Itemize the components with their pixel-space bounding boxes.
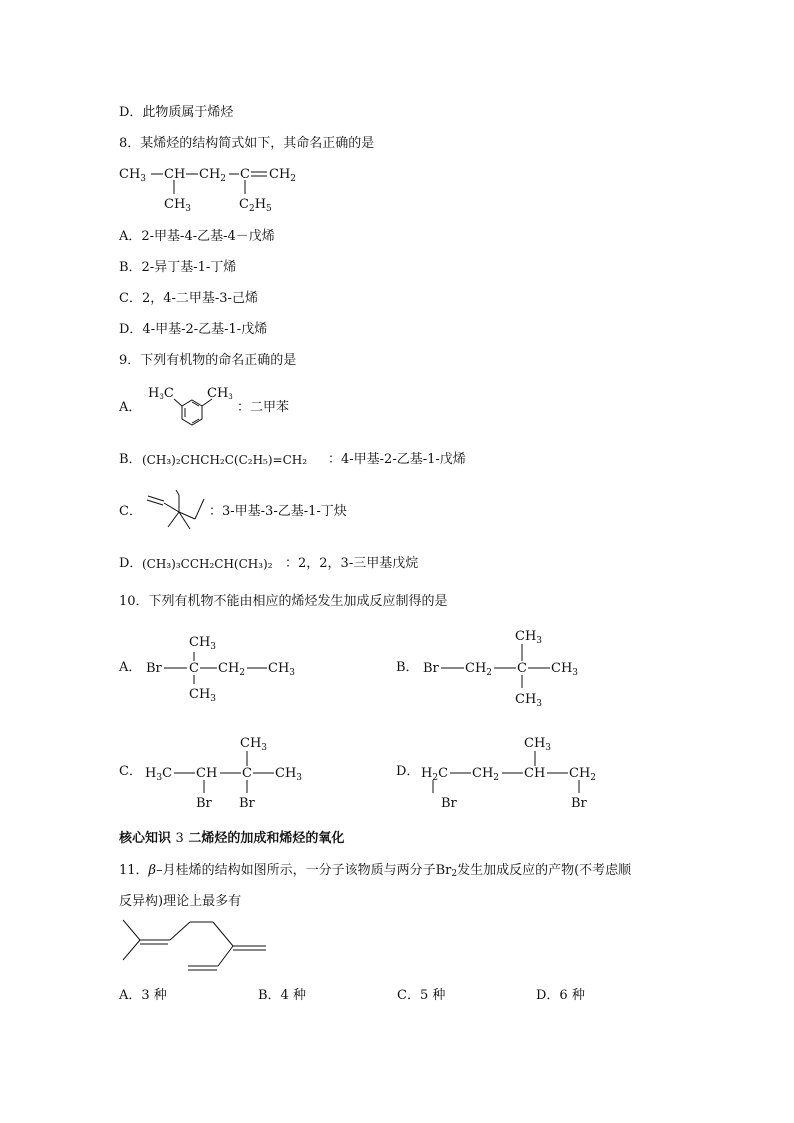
q11-stem-end: 发生加成反应的产物(不考虑顺 [457,863,632,878]
q9-a-name: ：二甲苯 [237,400,290,415]
q10-c-letter: C． [119,764,142,779]
q10-a-letter: A． [119,660,142,675]
q10-b-letter: B． [396,660,419,675]
q11-br2-sub: 2 [451,869,458,879]
svg-text:Br: Br [146,661,162,676]
q11-myrcene-structure [118,916,278,980]
q10-stem: 10．下列有机物不能由相应的烯烃发生加成反应制得的是 [119,594,448,609]
section-title: 二烯烃的加成和烯烃的氧化 [188,831,345,846]
svg-text:CH3: $CH_3$ [189,635,217,652]
svg-text:CH3: $CH_3$ [189,687,217,704]
q11-br2: Br [435,863,452,878]
svg-text:Br: Br [441,796,457,811]
svg-text:CH2: $CH_2$ [269,167,297,184]
svg-text:H2C: $H_2C$ [421,766,449,783]
svg-text:C: C [517,661,527,676]
q9-d-name: ：2，2，3-三甲基戊烷 [285,556,419,571]
svg-text:Br: Br [423,661,439,676]
q11-stem-line2: 反异构)理论上最多有 [119,894,242,909]
q10-d-structure [419,731,609,813]
svg-text:CH: CH [196,766,218,781]
section-heading [119,830,344,848]
svg-text:CH2: $CH_2$ [199,167,227,184]
q11-number: 11． [119,863,149,878]
q10-d-letter: D． [396,764,420,779]
section-prefix: 核心知识 [119,831,172,846]
q9-b-letter: B． [119,452,142,467]
svg-text:CH: CH [524,766,546,781]
q11-option-a: A．3 种 [119,988,167,1003]
svg-text:CH2: $CH_2$ [472,766,500,783]
q10-b-structure [420,624,590,708]
svg-text:H3C: $H_3C$ [145,766,173,783]
svg-text:CH3: $CH_3$ [551,661,579,678]
svg-text:CH3: $CH_3$ [240,736,268,753]
svg-text:CH3: $CH_3$ [515,692,543,708]
svg-text:CH3: $CH_3$ [268,661,296,678]
svg-text:CH3: $CH_3$ [164,197,192,214]
svg-text:CH3: $CH_3$ [515,629,543,646]
q8-option-a: A．2-甲基-4-乙基-4－戊烯 [119,229,275,244]
q8-option-b: B．2-异丁基-1-丁烯 [119,260,237,275]
svg-text:CH3: $CH_3$ [524,736,552,753]
svg-text:CH3: $CH_3$ [275,766,303,783]
q11-beta: β [148,863,157,878]
q8-stem: 8．某烯烃的结构简式如下，其命名正确的是 [119,136,375,151]
q10-a-structure [143,630,313,704]
q9-a-letter: A． [119,400,142,415]
svg-text:C: C [189,661,199,676]
q11-option-b: B．4 种 [258,988,306,1003]
q9-b-formula: (CH₃)₂CHCH₂C(C₂H₅)=CH₂ [142,453,308,467]
q11-stem-text: –月桂烯的结构如图所示，一分子该物质与两分子 [156,863,436,878]
svg-text:CH3: $CH_3$ [119,167,147,184]
svg-text:CH: CH [164,167,186,182]
q9-b-name: ：4-甲基-2-乙基-1-戊烯 [328,452,466,467]
svg-text:C: C [242,766,252,781]
svg-text:Br: Br [196,796,212,811]
svg-text:CH2: $CH_2$ [569,766,597,783]
q9-d-letter: D． [119,556,143,571]
svg-text:Br: Br [239,796,255,811]
q11-option-c: C．5 种 [397,988,446,1003]
q9-c-structure [142,487,212,537]
q11-stem-line1 [119,862,631,880]
svg-text:H3C: H3C [148,386,174,401]
q8-option-c: C．2，4-二甲基-3-己烯 [119,291,258,306]
section-number: 3 [175,831,184,846]
svg-text:CH2: $CH_2$ [218,661,246,678]
q9-stem: 9．下列有机物的命名正确的是 [119,353,297,368]
svg-text:C2H5: $C_2H_5$ [239,197,272,214]
svg-text:CH2: $CH_2$ [465,661,493,678]
svg-text:CH3: CH3 [207,386,233,401]
q10-c-structure [143,731,313,813]
q8-structure [117,160,317,218]
q9-d-formula: (CH₃)₃CCH₂CH(CH₃)₂ [142,557,273,571]
q9-a-xylene-structure [145,383,245,431]
q7-option-d: D．此物质属于烯烃 [119,105,234,120]
q9-c-name: ：3-甲基-3-乙基-1-丁炔 [209,504,347,519]
svg-text:Br: Br [571,796,587,811]
q11-option-d: D．6 种 [536,988,585,1003]
q9-c-letter: C． [119,504,142,519]
svg-text:C: C [240,167,250,182]
q8-option-d: D．4-甲基-2-乙基-1-戊烯 [119,322,268,337]
